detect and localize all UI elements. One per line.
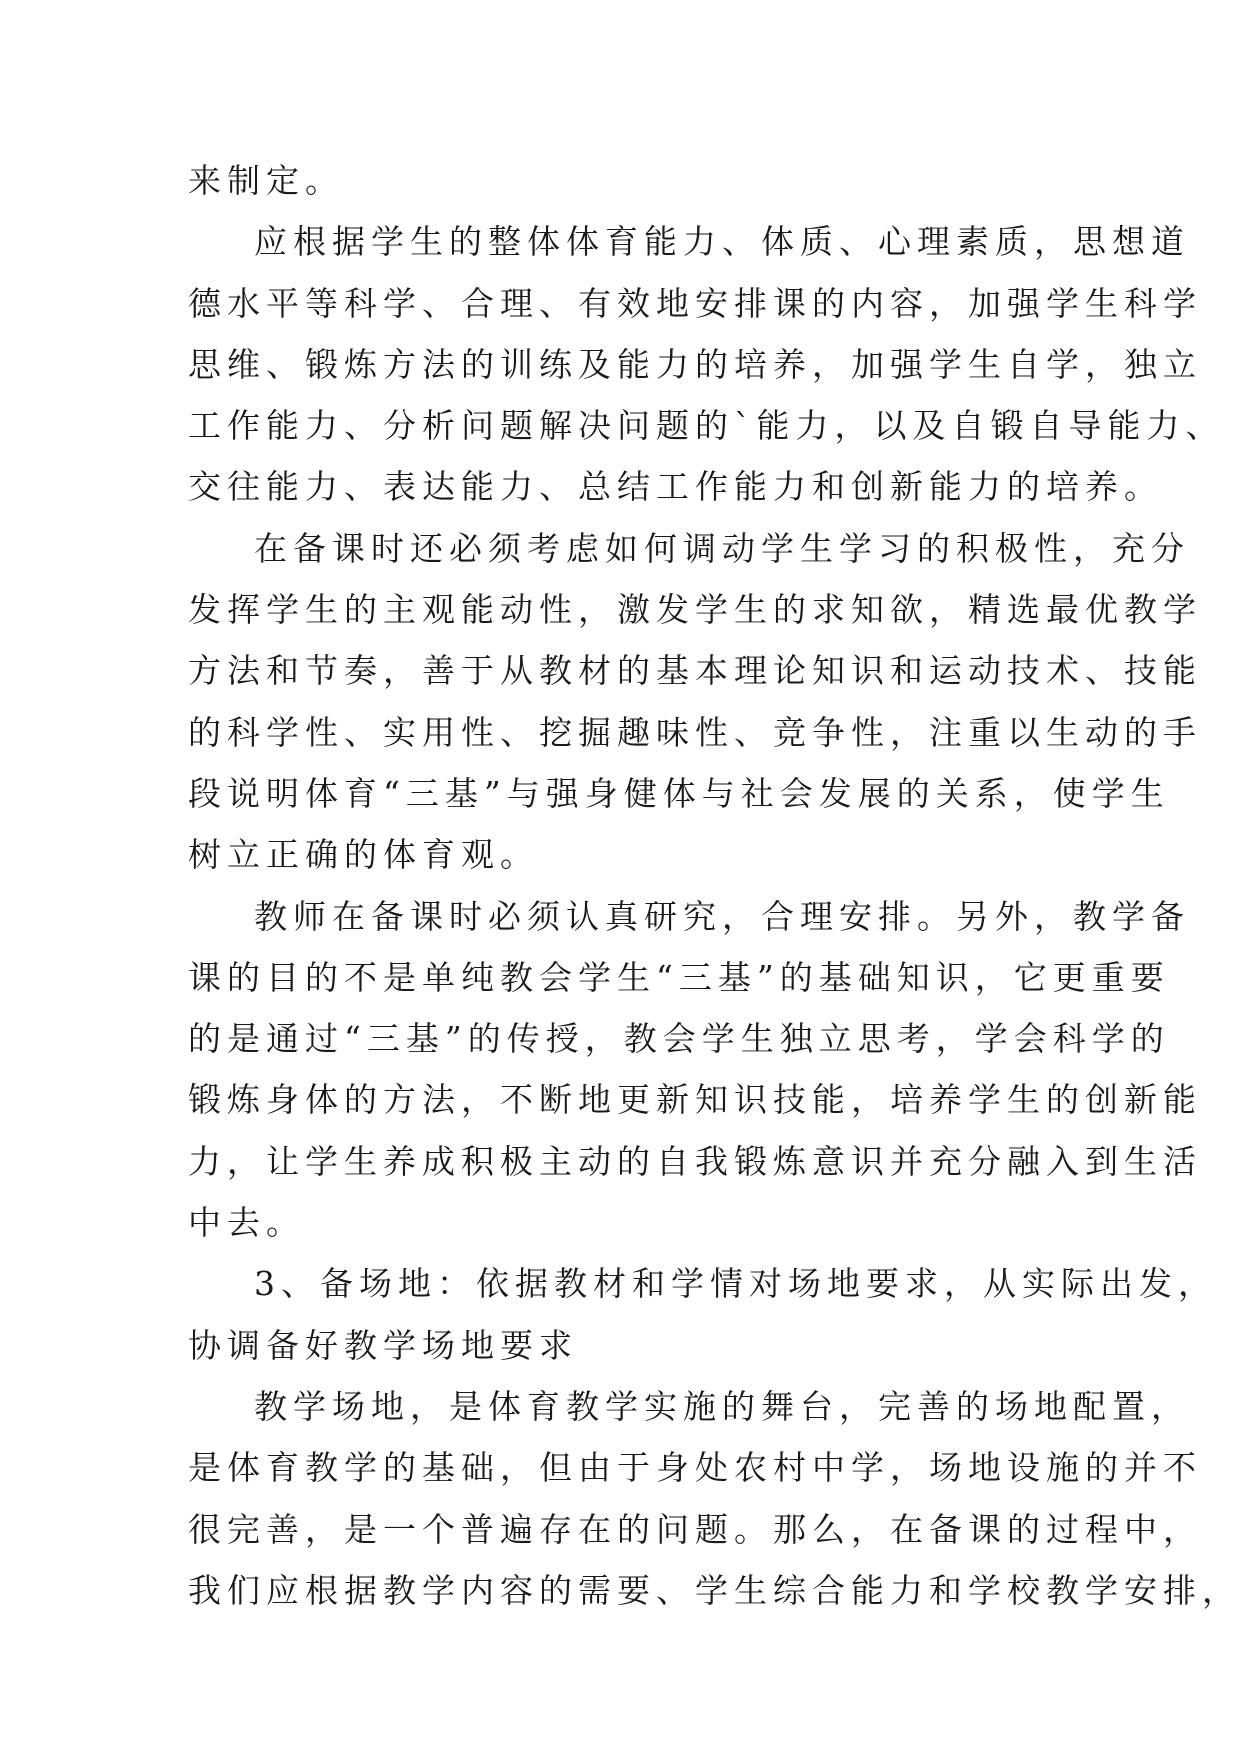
text-line: 工作能力、分析问题解决问题的`能力，以及自锻自导能力、	[188, 406, 1225, 446]
section-heading-line: 3、备场地：依据教材和学情对场地要求，从实际出发，	[254, 1264, 1217, 1304]
paragraph-start-line: 教师在备课时必须认真研究，合理安排。另外，教学备	[254, 896, 1190, 936]
body-text	[188, 150, 1241, 1621]
text-line: 段说明体育“三基”与强身健体与社会发展的关系，使学生	[188, 773, 1170, 813]
text-line: 的科学性、实用性、挖掘趣味性、竞争性，注重以生动的手	[188, 712, 1202, 752]
text-line: 交往能力、表达能力、总结工作能力和创新能力的培养。	[188, 467, 1163, 507]
text-line: 方法和节奏，善于从教材的基本理论知识和运动技术、技能	[188, 651, 1202, 691]
text-line: 来制定。	[188, 161, 344, 200]
text-line: 课的目的不是单纯教会学生“三基”的基础知识，它更重要	[188, 957, 1170, 997]
section-heading-line: 协调备好教学场地要求	[188, 1325, 578, 1365]
text-line: 很完善，是一个普遍存在的问题。那么，在备课的过程中，	[188, 1509, 1202, 1549]
paragraph-start-line: 应根据学生的整体体育能力、体质、心理素质，思想道	[254, 222, 1190, 262]
text-line: 的是通过“三基”的传授，教会学生独立思考，学会科学的	[188, 1019, 1170, 1059]
text-line: 中去。	[188, 1203, 305, 1243]
text-line: 德水平等科学、合理、有效地安排课的内容，加强学生科学	[188, 283, 1202, 323]
text-line: 思维、锻炼方法的训练及能力的培养，加强学生自学，独立	[188, 344, 1202, 384]
paragraph-start-line: 在备课时还必须考虑如何调动学生学习的积极性，充分	[254, 528, 1190, 568]
text-line: 我们应根据教学内容的需要、学生综合能力和学校教学安排，	[188, 1570, 1241, 1610]
text-line: 是体育教学的基础，但由于身处农村中学，场地设施的并不	[188, 1448, 1202, 1488]
text-line: 发挥学生的主观能动性，激发学生的求知欲，精选最优教学	[188, 590, 1202, 630]
text-line: 锻炼身体的方法，不断地更新知识技能，培养学生的创新能	[188, 1080, 1202, 1120]
paragraph-start-line: 教学场地，是体育教学实施的舞台，完善的场地配置，	[254, 1386, 1190, 1426]
text-line: 树立正确的体育观。	[188, 835, 539, 875]
text-line: 力，让学生养成积极主动的自我锻炼意识并充分融入到生活	[188, 1141, 1202, 1181]
